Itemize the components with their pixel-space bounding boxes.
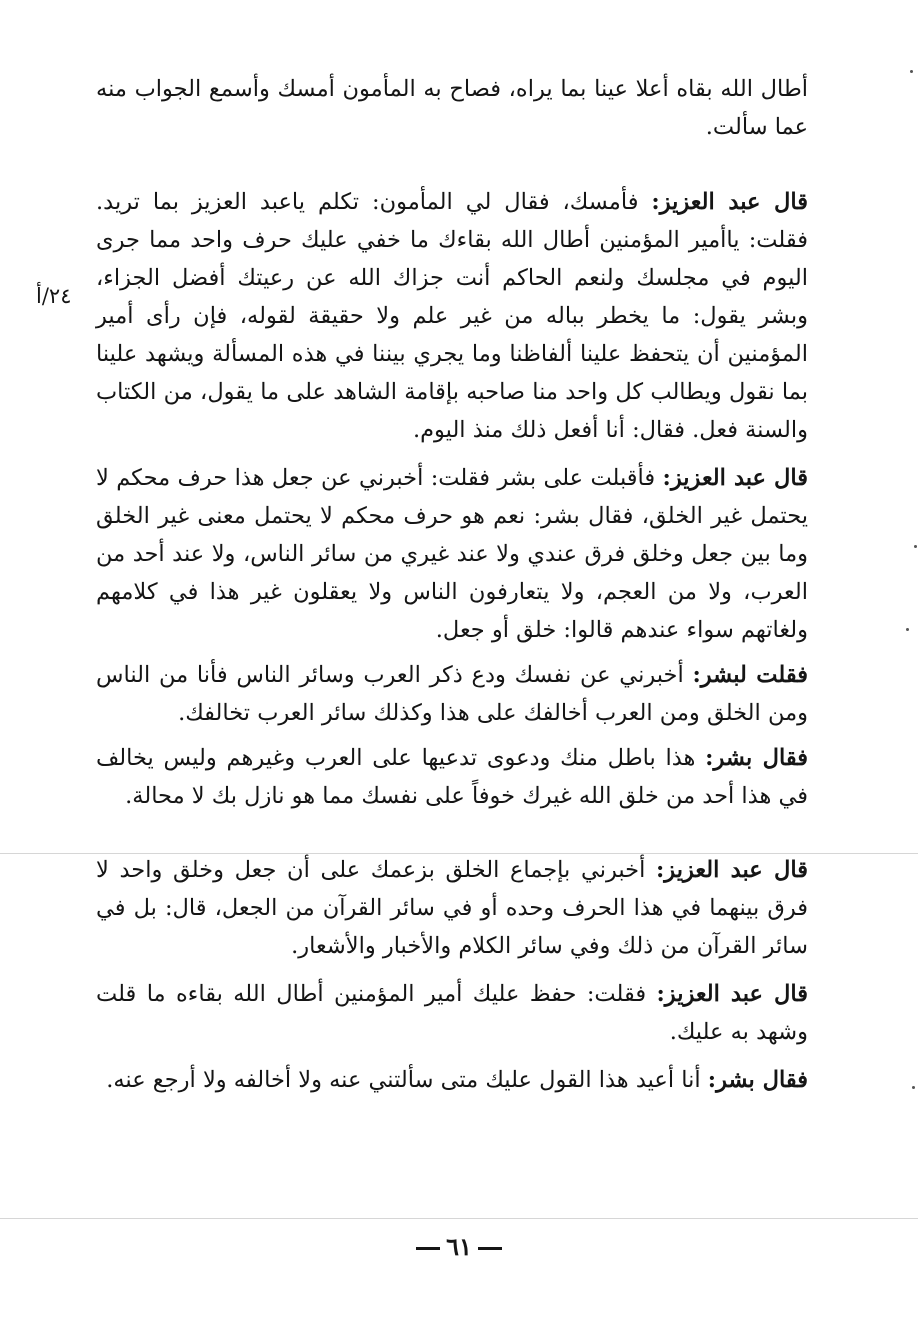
scan-speck: [910, 70, 913, 73]
paragraph-5-speaker: فقال بشر:: [705, 745, 808, 771]
paragraph-8-text: أنا أعيد هذا القول عليك متى سألتني عنه ولا أخالفه ولا أرجع عنه.: [106, 1067, 708, 1093]
paragraph-4-text: أخبرني عن نفسك ودع ذكر العرب وسائر الناس فأنا من الناس ومن الخلق ومن العرب أخالفك على هذا وكذلك سائر العرب تخالفك.: [96, 662, 808, 726]
scan-speck: [914, 545, 917, 548]
scan-speck: [912, 1086, 915, 1089]
paragraph-7: [96, 975, 808, 1051]
paragraph-2: [96, 183, 808, 449]
paragraph-5: [96, 739, 808, 815]
body-text: [96, 70, 808, 1099]
paragraph-8-speaker: فقال بشر:: [707, 1067, 808, 1093]
paragraph-6: [96, 851, 808, 965]
page-number-dash-right: [416, 1247, 440, 1250]
paragraph-3-text: فأقبلت على بشر فقلت: أخبرني عن جعل هذا حرف محكم لا يحتمل غير الخلق، فقال بشر: نعم هو حرف محكم لا يحتمل معنى غير الخلق وما بين جعل وخلق فرق عندي ولا عند غيري من سائر الناس، ولا عند أحد من العرب، ولا من العجم، ولا يتعارفون الناس ولا يعقلون غير هذا في كلامهم ولغاتهم سواء عندهم قالوا: خلق أو جعل.: [96, 465, 808, 643]
scan-speck: [906, 628, 909, 631]
paragraph-4-speaker: فقلت لبشر:: [692, 662, 808, 688]
paragraph-7-speaker: قال عبد العزيز:: [656, 981, 808, 1007]
scan-edge-line: [0, 1218, 918, 1219]
page-number-value: ٦١: [446, 1232, 472, 1261]
paragraph-6-text: أخبرني بإجماع الخلق بزعمك على أن جعل وخلق واحد لا فرق بينهما في هذا الحرف وحده أو في سائر القرآن من الجعل، قال: بل في سائر القرآن من ذلك وفي سائر الكلام والأخبار والأشعار.: [96, 857, 808, 959]
paragraph-4: [96, 656, 808, 732]
paragraph-3: [96, 459, 808, 649]
paragraph-8: [96, 1061, 808, 1099]
paragraph-2-speaker: قال عبد العزيز:: [651, 189, 808, 215]
scan-edge-line: [0, 853, 918, 854]
paragraph-2-text: فأمسك، فقال لي المأمون: تكلم ياعبد العزيز بما تريد. فقلت: ياأمير المؤمنين أطال الله بقاءك ما خفي عليك حرف واحد مما جرى اليوم في مجلسك ولنعم الحاكم أنت جزاك الله عن رعيتك أفضل الجزاء، وبشر يقول: ما يخطر بباله من غير علم ولا حقيقة لقوله، فإن رأى أمير المؤمنين أن يتحفظ علينا ألفاظنا وما يجري بيننا في هذه المسألة ويشهد علينا بما نقول ويطالب كل واحد منا صاحبه بإقامة الشاهد على ما يقول، من الكتاب والسنة فعل. فقال: أنا أفعل ذلك منذ اليوم.: [96, 189, 808, 443]
paragraph-1-text: أطال الله بقاه أعلا عينا بما يراه، فصاح به المأمون أمسك وأسمع الجواب منه عما سألت.: [96, 76, 808, 140]
page-number: [0, 1232, 918, 1261]
paragraph-1: [96, 70, 808, 146]
margin-folio-note: ٢٤/أ: [36, 284, 72, 308]
paragraph-5-text: هذا باطل منك ودعوى تدعيها على العرب وغيرهم وليس يخالف في هذا أحد من خلق الله غيرك خوفاً على نفسك مما هو نازل بك لا محالة.: [96, 745, 808, 809]
paragraph-7-text: فقلت: حفظ عليك أمير المؤمنين أطال الله بقاءه ما قلت وشهد به عليك.: [96, 981, 808, 1045]
paragraph-6-speaker: قال عبد العزيز:: [655, 857, 808, 883]
page-number-dash-left: [478, 1247, 502, 1250]
paragraph-3-speaker: قال عبد العزيز:: [662, 465, 808, 491]
